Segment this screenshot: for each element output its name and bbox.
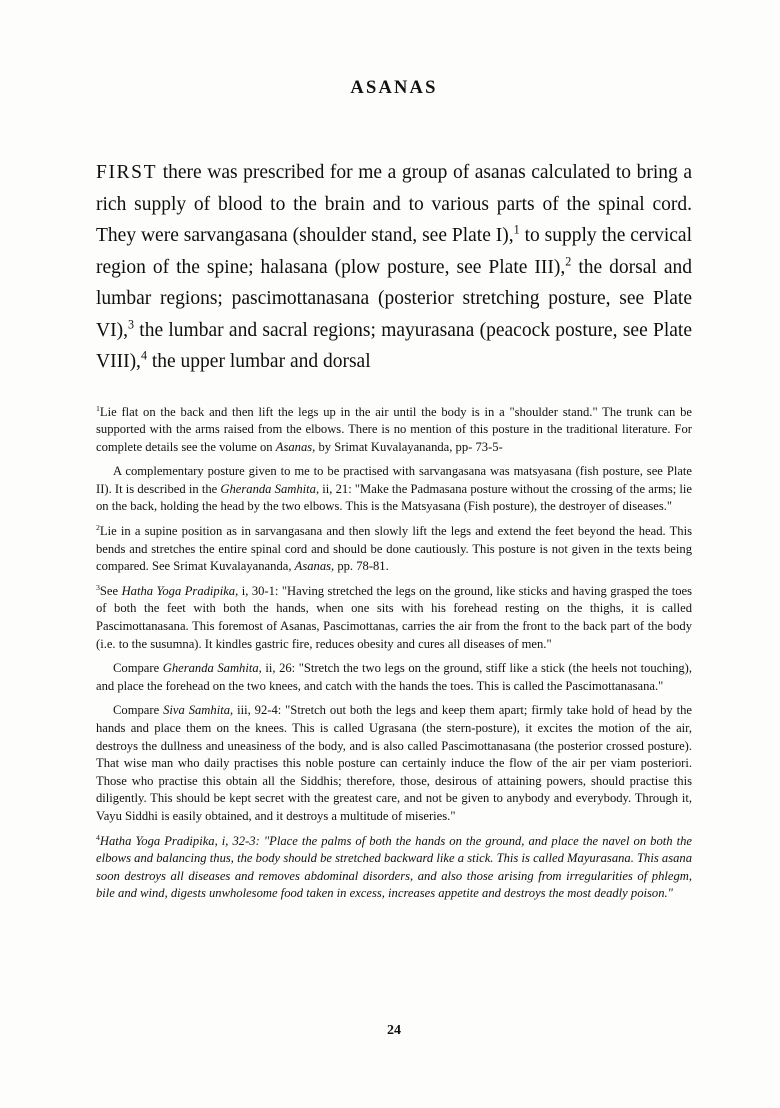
- cited-work-title: Hatha Yoga Pradipika: [99, 833, 215, 848]
- footnote-ref-marker: 1: [96, 403, 100, 413]
- footnote-item: [96, 523, 692, 576]
- cited-work-title: Gheranda Samhita: [162, 661, 259, 676]
- paragraph-part-5: the upper lumbar and dorsal: [146, 351, 371, 372]
- footnote-item: [96, 702, 692, 825]
- footnote-item: [96, 583, 692, 653]
- footnotes-section: [96, 404, 692, 903]
- page-number: 24: [387, 1023, 401, 1038]
- footnote-ref-marker: 4: [96, 832, 100, 842]
- cited-work-title: Asanas: [275, 439, 313, 454]
- footnote-ref-marker: 3: [96, 582, 100, 592]
- footnote-text: Hatha Yoga Pradipika, i, 32-3: "Place the palms of both the hands on the ground, and place the navel on both the elbows and balancing thus, the body should be stretched backward like a stick. This is called Mayurasana. This asana soon destroys all diseases and removes abdominal disorders, and also those arising from irregularities of phlegm, bile and wind, digests unwholesome food taken in excess, increases appetite and destroys the most deadly poison.": [96, 833, 692, 901]
- footnote-marker-1: 1: [513, 222, 520, 237]
- paragraph-lead-word: FIRST: [96, 162, 158, 183]
- footnote-text: See Hatha Yoga Pradipika, i, 30-1: "Having stretched the legs on the ground, like sticks and having grasped the toes of both the feet with both the hands, when one sits with his forehead resting on the thighs, it is called Pascimottanasana. This foremost of Asanas, Pascimottanas, carries the air from the front to the back part of the body (i.e. to the susumna). It kindles gastric fire, reduces obesity and cures all diseases of men.": [96, 583, 692, 651]
- footnote-item: [96, 833, 692, 903]
- page-content: [96, 78, 693, 1038]
- main-paragraph: [96, 157, 692, 378]
- footnote-text: Compare Gheranda Samhita, ii, 26: "Stretch the two legs on the ground, stiff like a stick (the heels not touching), and place the forehead on the two knees, and catch with the hands the toes. This is called the Pascimottanasana.": [96, 661, 693, 693]
- footnote-text: Lie flat on the back and then lift the legs up in the air until the body is in a "shoulder stand." The trunk can be supported with the arms raised from the elbows. There is no mention of this posture in the traditional literature. For complete details see the volume on Asanas, by Srimat Kuvalayananda, pp- 73-5-: [96, 404, 692, 454]
- footnote-marker-2: 2: [565, 254, 572, 268]
- footnote-marker-4: 4: [140, 348, 147, 363]
- footnote-text: Compare Siva Samhita, iii, 92-4: "Stretch out both the legs and keep them apart; firmly take hold of head by the hands and place them on the knees. This is called Ugrasana (the stern-posture), it excites the motion of the air, destroys the dullness and uneasiness of the body, and is also called Pascimottanasana (the posterior crossed posture). That wise man who daily practises this noble posture can certainly induce the flow of the air per viam posteriori. Those who practise this obtain all the Siddhis; therefore, those, desirous of attaining powers, should practise this diligently. This should be kept secret with the greatest care, and not be given to anybody and everybody. Through it, Vayu Siddhi is easily obtained, and it destroys a multitude of miseries.": [96, 703, 692, 823]
- cited-work-title: Asanas: [294, 559, 332, 574]
- page-title: ASANAS: [350, 78, 438, 98]
- footnote-marker-3: 3: [127, 317, 134, 331]
- footnote-item: [96, 404, 692, 457]
- paragraph-part-2: to supply the cervical region of the spine; halasana (plow posture, see Plate III),: [96, 225, 692, 278]
- cited-work-title: Gheranda Samhita: [220, 481, 316, 496]
- footnote-item: [96, 660, 692, 695]
- footnote-ref-marker: 2: [96, 522, 100, 532]
- footnote-item: [96, 463, 692, 516]
- cited-work-title: Hatha Yoga Pradipika: [121, 583, 236, 598]
- paragraph-part-1: there was prescribed for me a group of asanas calculated to bring a rich supply of blood to the brain and to various parts of the spinal cord. They were sarvangasana (shoulder stand, see Plate I),: [96, 162, 692, 246]
- paragraph-part-4: the lumbar and sacral regions; mayurasana (peacock posture, see Plate VIII),: [96, 319, 692, 372]
- footnote-text: Lie in a supine position as in sarvangasana and then slowly lift the legs and extend the feet beyond the head. This bends and stretches the entire spinal cord and should be done cautiously. This posture is not given in the texts being compared. See Srimat Kuvalayananda, Asanas, pp. 78-81.: [96, 524, 692, 574]
- paragraph-part-3: the dorsal and lumbar regions; pascimottanasana (posterior stretching posture, see Plate VI),: [96, 256, 692, 341]
- footnote-text: A complementary posture given to me to be practised with sarvangasana was matsyasana (fish posture, see Plate II). It is described in the Gheranda Samhita, ii, 21: "Make the Padmasana posture without the crossing of the arms; lie on the back, holding the head by the two elbows. This is the Matsyasana (Fish posture), the destroyer of diseases.": [96, 464, 693, 514]
- cited-work-title: Siva Samhita: [163, 703, 230, 718]
